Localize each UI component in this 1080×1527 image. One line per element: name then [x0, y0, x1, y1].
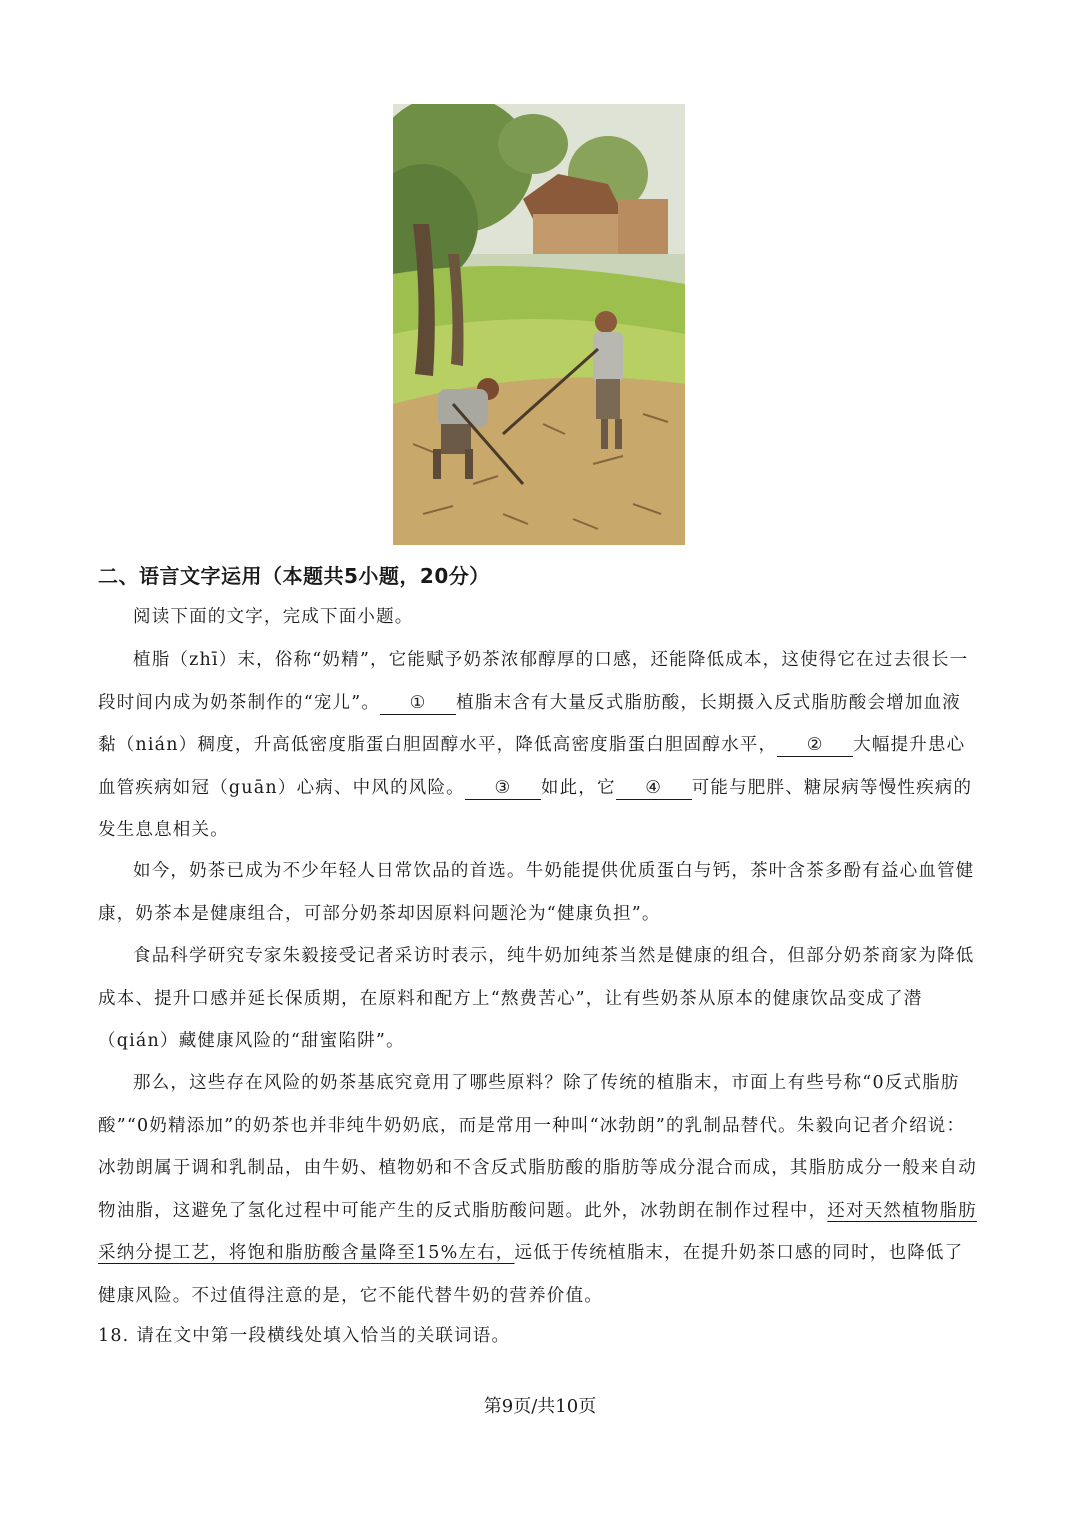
- intro-text: 阅读下面的文字，完成下面小题。: [133, 607, 414, 627]
- para1-text-d: 大幅提升患心血管疾病如冠（guān）心病、中风的风险。: [98, 735, 966, 798]
- farmers-painting: [393, 104, 685, 545]
- blank-4: ④: [616, 777, 692, 800]
- para4-text-b: 远低于传统植脂末，在提升奶茶口感的同时，也降低了健康风险。不过值得注意的是，它不能代替牛奶的营养价值。: [98, 1243, 964, 1306]
- para1-text-c: 植脂末含有大量反式脂肪酸，长期摄入反式脂肪酸会增加血液黏（nián）稠度，升高低密度脂蛋白胆固醇水平，降低高密度脂蛋白胆固醇水平，: [98, 692, 961, 755]
- reading-instruction: [98, 596, 978, 639]
- blank-3: ③: [465, 777, 541, 800]
- question-18: 18. 请在文中第一段横线处填入恰当的关联词语。: [98, 1326, 511, 1346]
- para1-text-a: 植脂（zhī）末，俗称“奶精”，它能赋予奶茶浓郁醇厚的口感，还能降低成本，这使得它在过去很长一段时间内成为奶茶制作的“宠儿”。: [98, 650, 969, 713]
- passage-paragraph-4: [98, 1062, 978, 1317]
- para3-text: 食品科学研究专家朱毅接受记者采访时表示，纯牛奶加纯茶当然是健康的组合，但部分奶茶商家为降低成本、提升口感并延长保质期，在原料和配方上“熬费苦心”，让有些奶茶从原本的健康饮品变成了潜（qián）藏健康风险的“甜蜜陷阱”。: [98, 946, 975, 1051]
- passage-paragraph-1: [98, 639, 978, 852]
- passage-paragraph-3: [98, 935, 978, 1063]
- para1-text-e: 如此，它: [540, 777, 616, 798]
- painting-artwork: [393, 104, 685, 545]
- para4-text-a: 那么，这些存在风险的奶茶基底究竟用了哪些原料？除了传统的植脂末，市面上有些号称“0反式脂肪酸”“0奶精添加”的奶茶也并非纯牛奶奶底，而是常用一种叫“冰勃朗”的乳制品替代。朱毅向记者介绍说：冰勃朗属于调和乳制品，由牛奶、植物奶和不含反式脂肪酸的脂肪等成分混合而成，其脂肪成分一般来自动物油脂，这避免了氢化过程中可能产生的反式脂肪酸问题。此外，冰勃朗在制作过程中，: [98, 1073, 977, 1221]
- blank-1: ①: [380, 692, 456, 715]
- underlined-sentence: 还对天然植物脂肪采纳分提工艺，将饱和脂肪酸含量降至15%左右，: [98, 1200, 977, 1263]
- para2-text: 如今，奶茶已成为不少年轻人日常饮品的首选。牛奶能提供优质蛋白与钙，茶叶含茶多酚有益心血管健康，奶茶本是健康组合，可部分奶茶却因原料问题沦为“健康负担”。: [98, 861, 975, 924]
- section-title: 二、语言文字运用（本题共5小题，20分）: [98, 564, 490, 588]
- blank-2: ②: [777, 734, 853, 757]
- page-number: 第9页/共10页: [483, 1396, 597, 1417]
- passage-paragraph-2: [98, 850, 978, 935]
- para1-text-f: 可能与肥胖、糖尿病等慢性疾病的发生息息相关。: [98, 777, 973, 840]
